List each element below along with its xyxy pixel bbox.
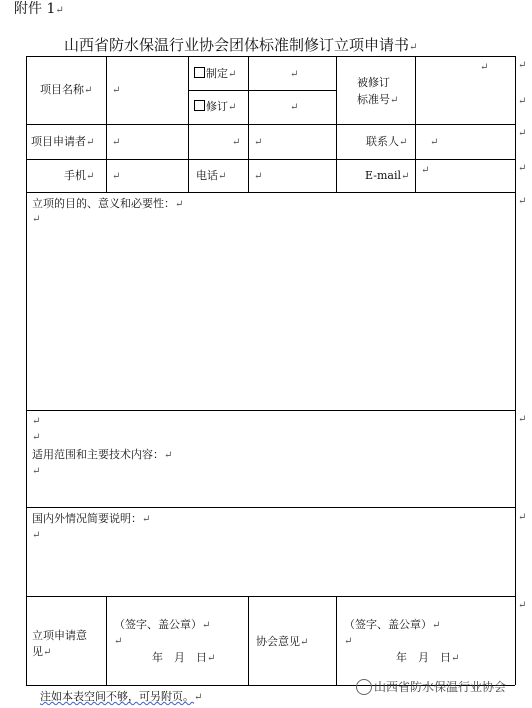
watermark-text: 山西省防水保温行业协会 — [374, 680, 507, 694]
page-title: 山西省防水保温行业协会团体标准制修订立项申请书↵ — [64, 36, 418, 54]
table-border — [188, 90, 336, 91]
scope-blank-line-1 — [32, 414, 40, 428]
create-field[interactable] — [290, 67, 298, 81]
paragraph-mark: ↵ — [254, 171, 263, 182]
paragraph-mark: ↵ — [228, 102, 237, 113]
paragraph-mark: ↵ — [86, 171, 95, 182]
paragraph-mark: ↵ — [32, 416, 41, 427]
table-border — [248, 56, 249, 192]
mobile-label: 手机↵ — [64, 169, 95, 182]
applicant-field[interactable] — [112, 135, 120, 149]
table-border — [26, 410, 515, 411]
footer-note: 注如本表空间不够，可另附页。↵ — [40, 690, 203, 703]
project-name-label: 项目名称↵ — [40, 83, 93, 96]
applicant-field-3[interactable] — [254, 135, 262, 149]
row-end-mark: ↵ — [518, 60, 527, 71]
table-border — [26, 192, 515, 193]
paragraph-mark: ↵ — [480, 62, 489, 73]
paragraph-mark: ↵ — [86, 137, 95, 148]
checkbox-square-icon — [194, 67, 205, 78]
table-border — [188, 56, 189, 192]
applicant-label: 项目申请者↵ — [31, 135, 95, 148]
paragraph-mark: ↵ — [202, 620, 211, 631]
table-border — [26, 124, 515, 125]
paragraph-mark: ↵ — [112, 85, 121, 96]
paragraph-mark: ↵ — [344, 636, 353, 647]
paragraph-mark: ↵ — [112, 171, 121, 182]
table-border — [26, 596, 515, 597]
contact-label: 联系人↵ — [366, 135, 408, 148]
paragraph-mark: ↵ — [114, 636, 123, 647]
paragraph-mark: ↵ — [218, 171, 227, 182]
purpose-section-label: 立项的目的、意义和必要性：↵ — [32, 197, 184, 210]
paragraph-mark: ↵ — [32, 466, 41, 477]
paragraph-mark: ↵ — [390, 95, 399, 106]
phone-field[interactable] — [254, 169, 262, 183]
project-opinion-label: 立项申请意 见↵ — [32, 629, 87, 658]
association-opinion-sign-seal: （签字、盖公章）↵ — [344, 618, 441, 631]
association-opinion-label: 协会意见↵ — [256, 635, 309, 648]
email-label: E-mail↵ — [365, 169, 410, 182]
scope-blank-line-2 — [32, 430, 40, 444]
paragraph-mark: ↵ — [399, 137, 408, 148]
table-border — [415, 56, 416, 192]
table-border — [26, 56, 27, 685]
paragraph-mark: ↵ — [409, 42, 418, 53]
association-opinion-mark — [344, 634, 352, 648]
paragraph-mark: ↵ — [290, 69, 299, 80]
paragraph-mark: ↵ — [32, 530, 41, 541]
table-border — [26, 159, 515, 160]
paragraph-mark: ↵ — [451, 653, 460, 664]
wechat-icon — [356, 679, 372, 695]
table-border — [106, 56, 107, 192]
paragraph-mark: ↵ — [55, 5, 64, 16]
project-opinion-mark — [114, 634, 122, 648]
paragraph-mark: ↵ — [207, 653, 216, 664]
checkbox-square-icon — [194, 100, 205, 111]
mobile-field[interactable] — [112, 169, 120, 183]
phone-label: 电话↵ — [196, 169, 227, 182]
contact-field[interactable] — [430, 135, 438, 149]
purpose-text-area[interactable] — [32, 212, 40, 226]
row-end-mark: ↵ — [518, 414, 527, 425]
table-border — [106, 596, 107, 685]
row-end-mark: ↵ — [518, 600, 527, 611]
project-opinion-sign-seal: （签字、盖公章）↵ — [114, 618, 211, 631]
project-opinion-date: 年 月 日↵ — [152, 651, 216, 664]
row-end-mark: ↵ — [518, 163, 527, 174]
paragraph-mark: ↵ — [300, 637, 309, 648]
table-border — [515, 56, 516, 685]
attachment-label: 附件 1↵ — [14, 1, 64, 17]
status-section-label: 国内外情况简要说明：↵ — [32, 512, 151, 525]
paragraph-mark: ↵ — [84, 85, 93, 96]
table-border — [26, 56, 515, 57]
row-end-mark: ↵ — [518, 512, 527, 523]
paragraph-mark: ↵ — [194, 692, 203, 703]
paragraph-mark: ↵ — [43, 647, 52, 658]
applicant-field-2[interactable] — [232, 135, 240, 149]
table-border — [248, 596, 249, 685]
create-checkbox[interactable]: 制定↵ — [194, 67, 236, 81]
paragraph-mark: ↵ — [421, 165, 430, 176]
scope-text-area[interactable] — [32, 464, 40, 478]
email-field[interactable] — [421, 163, 429, 177]
association-opinion-date: 年 月 日↵ — [396, 651, 460, 664]
scope-section-label: 适用范围和主要技术内容：↵ — [32, 448, 173, 461]
revise-checkbox[interactable]: 修订↵ — [194, 100, 236, 114]
paragraph-mark: ↵ — [430, 137, 439, 148]
row-end-mark: ↵ — [518, 196, 527, 207]
paragraph-mark: ↵ — [254, 137, 263, 148]
wechat-watermark — [356, 678, 506, 695]
paragraph-mark: ↵ — [232, 137, 241, 148]
paragraph-mark: ↵ — [228, 69, 237, 80]
row-end-mark: ↵ — [518, 128, 527, 139]
paragraph-mark: ↵ — [290, 102, 299, 113]
paragraph-mark: ↵ — [32, 214, 41, 225]
paragraph-mark: ↵ — [400, 171, 410, 182]
table-border — [336, 56, 337, 192]
status-text-area[interactable] — [32, 528, 40, 542]
paragraph-mark: ↵ — [112, 137, 121, 148]
revise-field[interactable] — [290, 100, 298, 114]
paragraph-mark: ↵ — [432, 620, 441, 631]
paragraph-mark: ↵ — [32, 432, 41, 443]
table-border — [26, 507, 515, 508]
table-border — [336, 596, 337, 685]
row-end-mark: ↵ — [518, 96, 527, 107]
paragraph-mark: ↵ — [175, 199, 184, 210]
revised-standard-number-field[interactable] — [480, 60, 488, 74]
project-name-field[interactable] — [112, 83, 120, 97]
paragraph-mark: ↵ — [164, 450, 173, 461]
revised-standard-number-label: 被修订 标准号↵ — [357, 76, 399, 106]
paragraph-mark: ↵ — [142, 514, 151, 525]
